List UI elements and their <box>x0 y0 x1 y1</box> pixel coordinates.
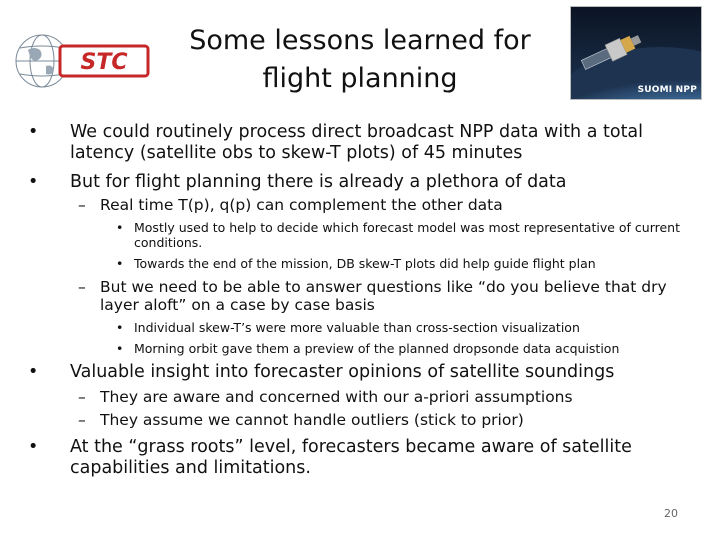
globe-icon <box>12 26 152 96</box>
sub-sub-bullet-item <box>116 256 694 271</box>
sub-sub-bullet-text: Towards the end of the mission, DB skew-T plots did help guide flight plan <box>134 256 596 271</box>
bullet-text: But for flight planning there is already a plethora of data <box>70 172 567 192</box>
sub-bullet-text: Real time T(p), q(p) can complement the other data <box>100 196 503 214</box>
sub-bullet-item <box>78 388 678 406</box>
bullet-item <box>28 122 678 164</box>
bullet-item <box>28 362 678 383</box>
sub-sub-bullet-text: Individual skew-T’s were more valuable than cross-section visualization <box>134 320 580 335</box>
sub-bullet-marker: – <box>78 411 86 429</box>
sub-bullet-text: But we need to be able to answer questions like “do you believe that dry layer aloft” on a case by case basis <box>100 278 667 314</box>
bullet-text: Valuable insight into forecaster opinions of satellite soundings <box>70 362 615 382</box>
stc-logo <box>12 26 152 96</box>
page-number: 20 <box>664 507 678 520</box>
sub-sub-bullet-item <box>116 320 694 335</box>
sub-bullet-marker: – <box>78 196 86 214</box>
bullet-marker: • <box>28 172 39 192</box>
title-line-2: flight planning <box>262 63 458 94</box>
sub-bullet-text: They assume we cannot handle outliers (stick to prior) <box>100 411 524 429</box>
bullet-item <box>28 437 678 479</box>
sub-sub-bullet-marker: • <box>116 320 124 335</box>
sub-bullet-item <box>78 196 678 214</box>
sub-bullet-text: They are aware and concerned with our a-priori assumptions <box>100 388 573 406</box>
bullet-marker: • <box>28 437 39 457</box>
sub-sub-bullet-marker: • <box>116 256 124 271</box>
sub-sub-bullet-text: Morning orbit gave them a preview of the planned dropsonde data acquistion <box>134 341 620 356</box>
bullet-text: At the “grass roots” level, forecasters became aware of satellite capabilities and limitations. <box>70 437 632 478</box>
satellite-label: SUOMI NPP <box>637 85 697 95</box>
sub-bullet-item <box>78 278 678 314</box>
slide-title <box>170 22 550 98</box>
bullet-item <box>28 172 678 193</box>
satellite-image <box>570 6 702 100</box>
sub-sub-bullet-item <box>116 341 694 356</box>
sub-bullet-marker: – <box>78 388 86 406</box>
sub-sub-bullet-text: Mostly used to help to decide which forecast model was most representative of current conditions. <box>134 220 680 250</box>
bullet-marker: • <box>28 362 39 382</box>
logo-text: STC <box>80 50 128 75</box>
sub-sub-bullet-marker: • <box>116 341 124 356</box>
sub-sub-bullet-marker: • <box>116 220 124 235</box>
bullet-text: We could routinely process direct broadcast NPP data with a total latency (satellite obs to skew-T plots) of 45 minutes <box>70 122 644 163</box>
sub-bullet-marker: – <box>78 278 86 296</box>
title-line-1: Some lessons learned for <box>189 25 531 56</box>
sub-bullet-item <box>78 411 678 429</box>
bullet-marker: • <box>28 122 39 142</box>
sub-sub-bullet-item <box>116 220 694 250</box>
